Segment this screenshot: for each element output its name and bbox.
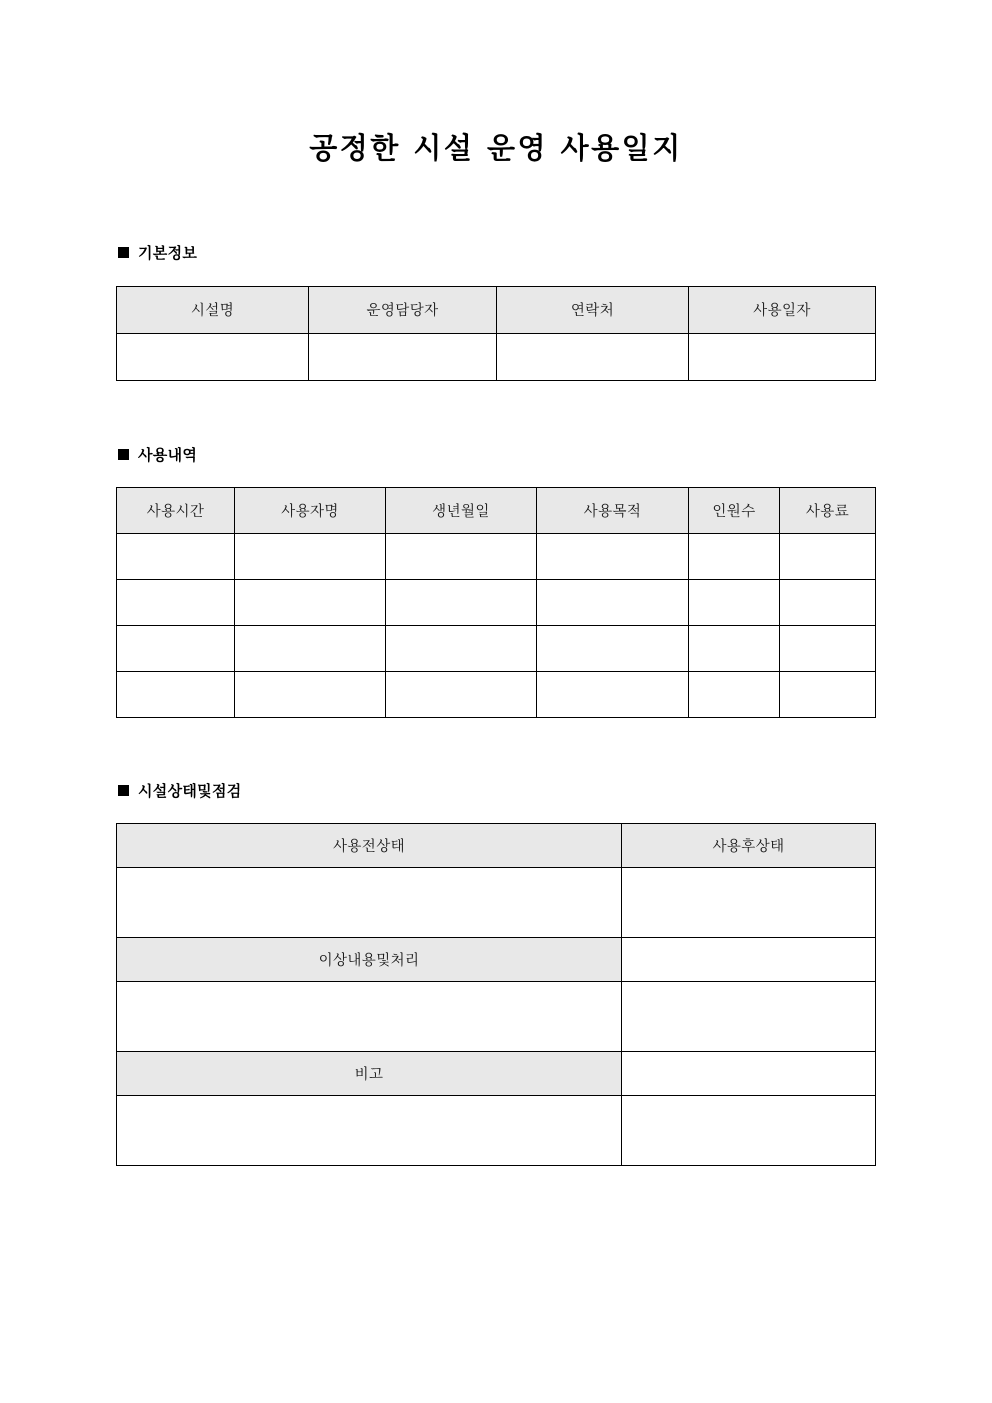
input-cell-issue-and-handling-right[interactable] xyxy=(622,937,876,981)
input-cell-post-use-state[interactable] xyxy=(622,867,876,937)
input-cell-remarks[interactable] xyxy=(117,1095,622,1165)
input-cell-user-name[interactable] xyxy=(235,579,386,625)
input-cell-fee[interactable] xyxy=(780,579,876,625)
input-cell-facility-name[interactable] xyxy=(117,333,309,380)
input-cell-remarks-right2[interactable] xyxy=(622,1095,876,1165)
input-cell-fee[interactable] xyxy=(780,533,876,579)
input-cell-user-name[interactable] xyxy=(235,533,386,579)
table-row-label xyxy=(117,1051,876,1095)
column-header-facility-name: 시설명 xyxy=(117,286,309,333)
facility-check-table xyxy=(116,823,876,1166)
row-label-remarks: 비고 xyxy=(117,1051,622,1095)
input-cell-user-name[interactable] xyxy=(235,671,386,717)
table-row-header xyxy=(117,823,876,867)
table-row xyxy=(117,671,876,717)
input-cell-issue-and-handling-right2[interactable] xyxy=(622,981,876,1051)
section-basic-info xyxy=(0,242,992,381)
spacer xyxy=(0,718,992,780)
table-row xyxy=(117,981,876,1051)
input-cell-use-time[interactable] xyxy=(117,579,235,625)
input-cell-use-date[interactable] xyxy=(689,333,876,380)
input-cell-birth-date[interactable] xyxy=(386,579,537,625)
input-cell-purpose[interactable] xyxy=(537,671,689,717)
table-row xyxy=(117,625,876,671)
input-cell-contact[interactable] xyxy=(497,333,689,380)
page-title: 공정한 시설 운영 사용일지 xyxy=(309,131,683,165)
input-cell-purpose[interactable] xyxy=(537,579,689,625)
column-header-post-use-state: 사용후상태 xyxy=(622,823,876,867)
input-cell-remarks-right[interactable] xyxy=(622,1051,876,1095)
table-row-label xyxy=(117,937,876,981)
input-cell-birth-date[interactable] xyxy=(386,671,537,717)
basic-info-table xyxy=(116,286,876,381)
column-header-use-date: 사용일자 xyxy=(689,286,876,333)
column-header-pre-use-state: 사용전상태 xyxy=(117,823,622,867)
section-heading-label: 기본정보 xyxy=(138,243,198,262)
input-cell-headcount[interactable] xyxy=(689,671,780,717)
column-header-fee: 사용료 xyxy=(780,487,876,533)
table-row-header xyxy=(117,286,876,333)
table-row xyxy=(117,867,876,937)
input-cell-headcount[interactable] xyxy=(689,579,780,625)
input-cell-purpose[interactable] xyxy=(537,625,689,671)
column-header-birth-date: 생년월일 xyxy=(386,487,537,533)
section-usage-log xyxy=(0,444,992,718)
column-header-headcount: 인원수 xyxy=(689,487,780,533)
input-cell-issue-and-handling[interactable] xyxy=(117,981,622,1051)
section-heading-label: 시설상태및점검 xyxy=(138,781,242,800)
input-cell-pre-use-state[interactable] xyxy=(117,867,622,937)
input-cell-fee[interactable] xyxy=(780,625,876,671)
column-header-user-name: 사용자명 xyxy=(235,487,386,533)
column-header-operator: 운영담당자 xyxy=(309,286,497,333)
input-cell-use-time[interactable] xyxy=(117,625,235,671)
bullet-square-icon xyxy=(118,449,129,460)
input-cell-use-time[interactable] xyxy=(117,671,235,717)
section-facility-check xyxy=(0,780,992,1166)
usage-log-table xyxy=(116,487,876,718)
table-row xyxy=(117,533,876,579)
section-heading-facility-check xyxy=(118,780,992,801)
input-cell-birth-date[interactable] xyxy=(386,625,537,671)
spacer xyxy=(0,381,992,444)
column-header-purpose: 사용목적 xyxy=(537,487,689,533)
section-heading-label: 사용내역 xyxy=(138,445,198,464)
table-row xyxy=(117,1095,876,1165)
input-cell-user-name[interactable] xyxy=(235,625,386,671)
input-cell-use-time[interactable] xyxy=(117,533,235,579)
input-cell-birth-date[interactable] xyxy=(386,533,537,579)
table-row-header xyxy=(117,487,876,533)
input-cell-headcount[interactable] xyxy=(689,625,780,671)
input-cell-headcount[interactable] xyxy=(689,533,780,579)
input-cell-purpose[interactable] xyxy=(537,533,689,579)
table-row xyxy=(117,333,876,380)
column-header-use-time: 사용시간 xyxy=(117,487,235,533)
input-cell-operator[interactable] xyxy=(309,333,497,380)
section-heading-usage-log xyxy=(118,444,992,465)
bullet-square-icon xyxy=(118,247,129,258)
row-label-issue-and-handling: 이상내용및처리 xyxy=(117,937,622,981)
bullet-square-icon xyxy=(118,785,129,796)
table-row xyxy=(117,579,876,625)
column-header-contact: 연락처 xyxy=(497,286,689,333)
input-cell-fee[interactable] xyxy=(780,671,876,717)
section-heading-basic-info xyxy=(118,242,992,263)
